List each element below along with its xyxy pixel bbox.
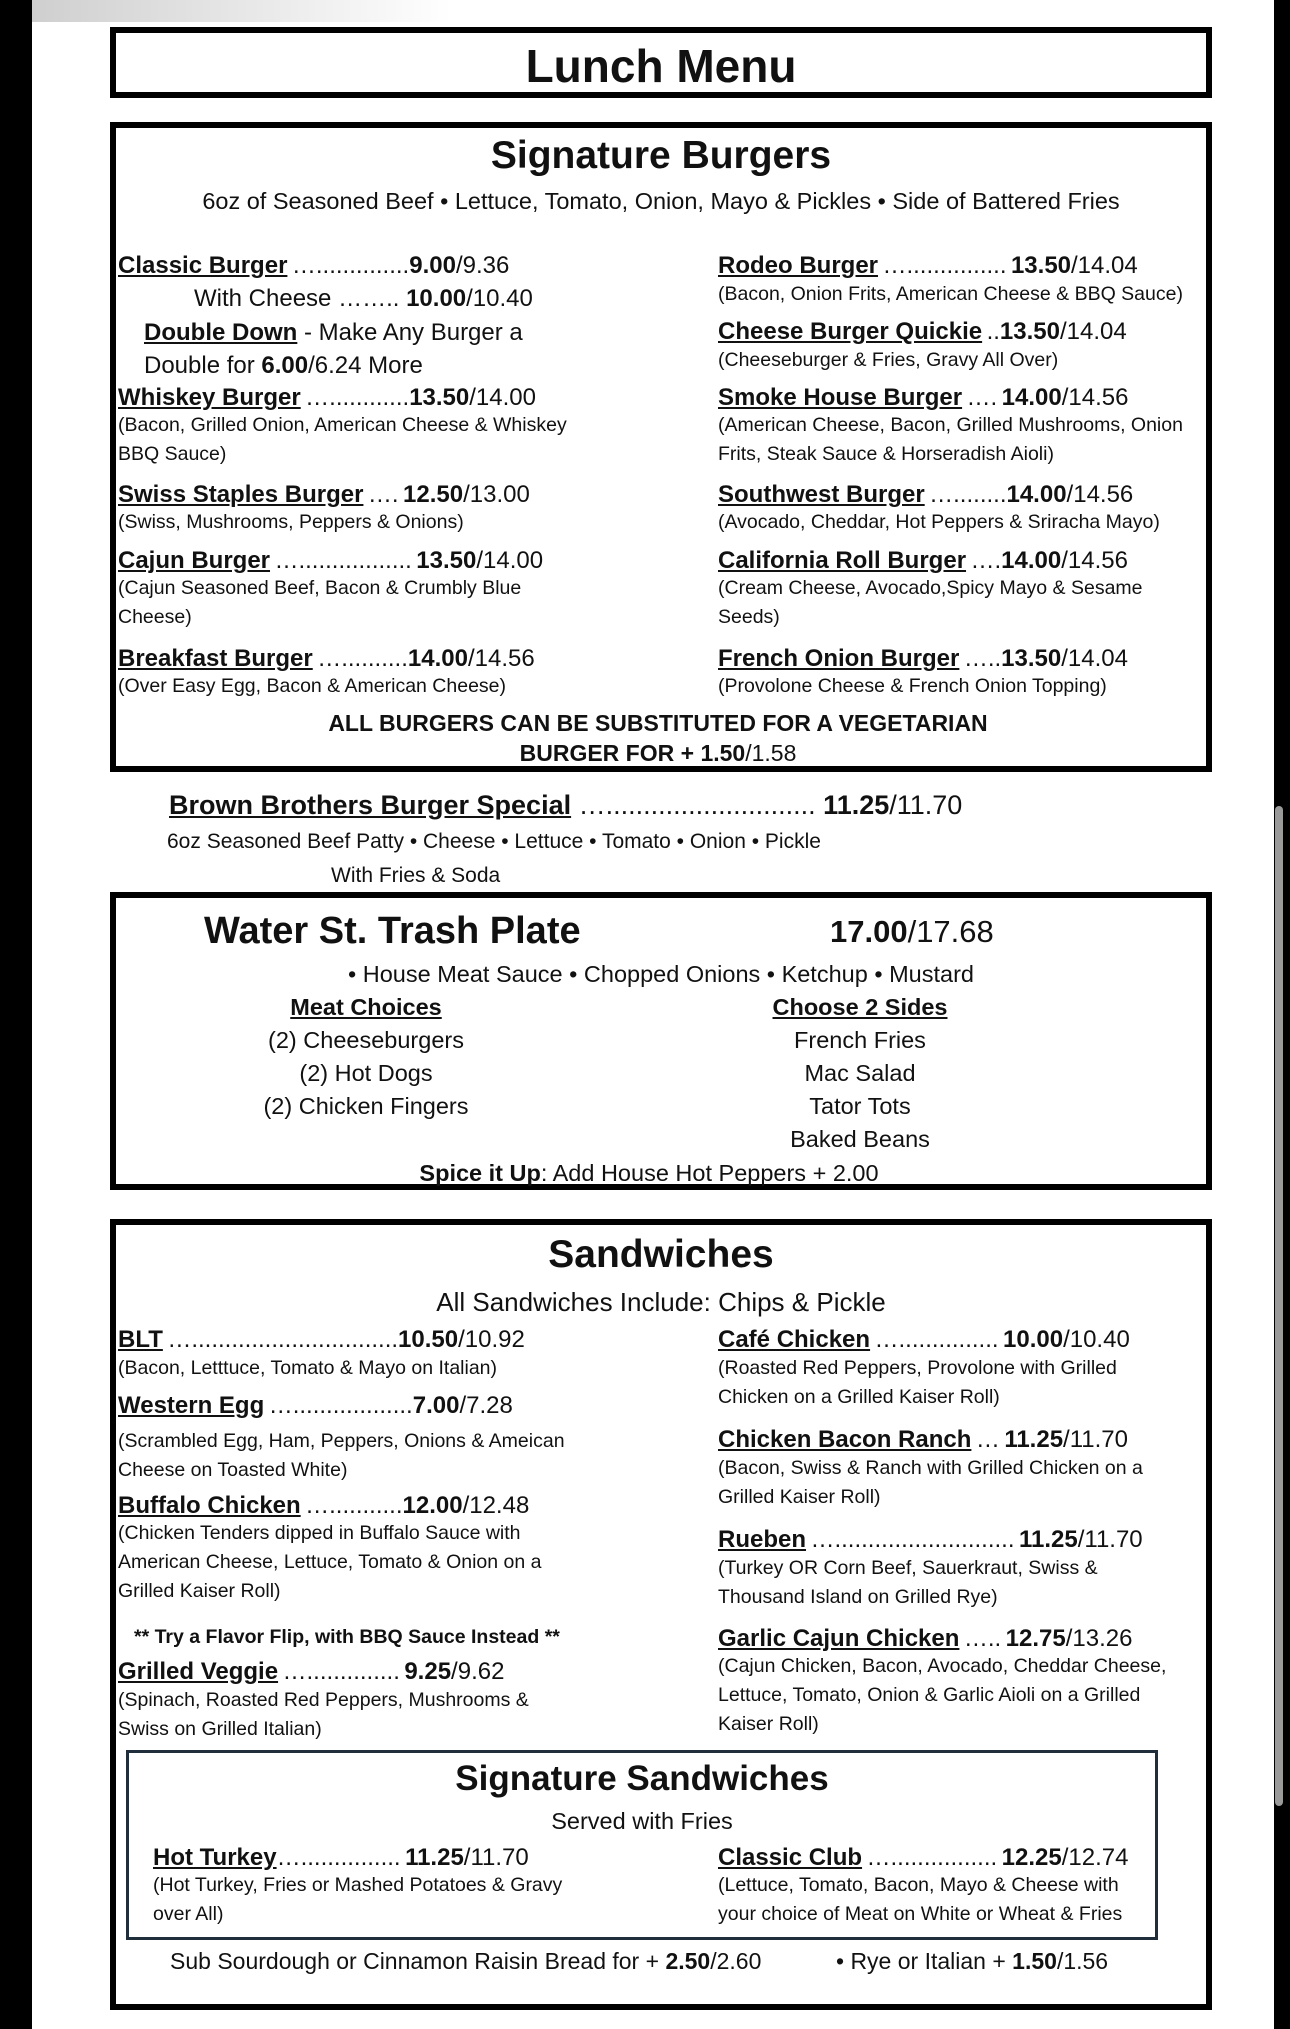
item-price-alt: /11.70 — [1077, 1526, 1143, 1553]
item-price: 11.25 — [1018, 1526, 1078, 1553]
sub-bread-text: Sub Sourdough or Cinnamon Raisin Bread for + — [170, 1948, 666, 1974]
item-description: (Roasted Red Peppers, Provolone with Grilled Chicken on a Grilled Kaiser Roll) — [718, 1357, 1117, 1408]
menu-item-california-roll-burger — [718, 549, 1128, 573]
item-price-alt: /10.92 — [458, 1326, 525, 1353]
trash-plate-price — [830, 916, 994, 947]
leader-dots: …............ — [305, 384, 410, 411]
item-name: Hot Turkey — [153, 1844, 277, 1871]
item-name: Classic Club — [718, 1844, 863, 1871]
item-price-alt: /14.00 — [469, 384, 536, 411]
item-name: Rueben — [718, 1526, 807, 1553]
item-price-alt: /13.00 — [463, 481, 530, 508]
item-description: (Swiss, Mushrooms, Peppers & Onions) — [118, 511, 464, 533]
sides-column — [750, 996, 970, 1161]
item-price: 10.50 — [398, 1326, 459, 1353]
double-down-post: More — [361, 352, 423, 379]
item-description: (Bacon, Swiss & Ranch with Grilled Chicken on a Grilled Kaiser Roll) — [718, 1457, 1143, 1508]
item-price-alt: /14.56 — [1061, 384, 1129, 411]
item-price-alt: /6.24 — [308, 352, 362, 379]
item-name: With Cheese — [194, 285, 332, 312]
item-price-alt: /11.70 — [463, 1844, 529, 1871]
scrollbar[interactable] — [1275, 806, 1283, 1806]
item-price: 7.00 — [412, 1392, 460, 1419]
item-price: 13.50 — [1001, 645, 1062, 672]
double-down-text: - Make Any Burger a — [297, 319, 523, 346]
menu-item-cheese-burger-quickie — [718, 320, 1127, 344]
menu-item-buffalo-chicken — [118, 1494, 529, 1518]
vegetarian-note-line2 — [113, 742, 1203, 765]
leader-dots: …........... — [305, 1492, 403, 1519]
menu-item-rodeo-burger — [718, 254, 1138, 278]
item-price: 9.25 — [404, 1658, 452, 1685]
spice-text: : Add House Hot Peppers + 2.00 — [540, 1160, 879, 1186]
item-description: (Avocado, Cheddar, Hot Peppers & Sriracha Mayo) — [718, 511, 1160, 533]
item-price-alt: /12.48 — [462, 1492, 530, 1519]
item-name: Café Chicken — [718, 1326, 871, 1353]
item-name: Grilled Veggie — [118, 1658, 279, 1685]
leader-dots: ….................. — [268, 1392, 413, 1419]
item-name: Cheese Burger Quickie — [718, 318, 983, 345]
item-description: (Provolone Cheese & French Onion Topping) — [718, 675, 1107, 697]
item-price: 6.00 — [261, 352, 309, 379]
item-name: Brown Brothers Burger Special — [169, 790, 572, 820]
item-description: (Bacon, Grilled Onion, American Cheese & Whiskey BBQ Sauce) — [118, 414, 567, 465]
menu-item-swiss-staples-burger — [118, 483, 530, 507]
item-name: French Onion Burger — [718, 645, 960, 672]
item-description: (Cajun Chicken, Bacon, Avocado, Cheddar Cheese, Lettuce, Tomato, Onion & Garlic Aioli on a Grilled Kaiser Roll) — [718, 1655, 1167, 1735]
flavor-flip-note: ** Try a Flavor Flip, with BBQ Sauce Instead ** — [134, 1626, 560, 1648]
item-price: 13.50 — [1010, 252, 1072, 279]
item-price: 12.00 — [402, 1492, 463, 1519]
leader-dots: .. — [986, 318, 1000, 345]
vegetarian-note-text: BURGER FOR + — [519, 740, 701, 766]
sub-bread-price: 2.50 — [665, 1948, 711, 1974]
item-price: 12.75 — [1005, 1625, 1066, 1652]
bread-substitution-note — [170, 1950, 761, 1973]
menu-item-southwest-burger — [718, 483, 1133, 507]
leader-dots: …….. — [338, 285, 400, 312]
item-price-alt: /9.62 — [451, 1658, 505, 1685]
item-price: 14.00 — [407, 645, 468, 672]
item-description: (Bacon, Letttuce, Tomato & Mayo on Italian) — [118, 1357, 498, 1379]
vegetarian-price: 1.50 — [700, 740, 746, 766]
item-price-alt: /14.04 — [1059, 318, 1127, 345]
side-choice: Mac Salad — [804, 1060, 916, 1086]
item-description: (Over Easy Egg, Bacon & American Cheese) — [118, 675, 507, 697]
meat-choice: (2) Cheeseburgers — [268, 1027, 464, 1053]
rye-text: • Rye or Italian + — [836, 1948, 1013, 1974]
item-description: (Turkey OR Corn Beef, Sauerkraut, Swiss & Thousand Island on Grilled Rye) — [718, 1557, 1098, 1608]
leader-dots: …............... — [882, 252, 1007, 279]
meat-choice: (2) Hot Dogs — [299, 1060, 433, 1086]
item-name: Cajun Burger — [118, 547, 271, 574]
menu-item-breakfast-burger — [118, 647, 535, 671]
signature-burgers-heading: Signature Burgers — [490, 134, 832, 177]
leader-dots: …. — [367, 481, 399, 508]
item-price-alt: /9.36 — [455, 252, 510, 279]
vegetarian-price-alt: /1.58 — [745, 740, 797, 766]
leader-dots: …........................... — [810, 1526, 1015, 1553]
menu-item-french-onion-burger — [718, 647, 1128, 671]
item-name: Whiskey Burger — [118, 384, 301, 411]
leader-dots: …............... — [276, 1844, 401, 1871]
item-name: Swiss Staples Burger — [118, 481, 364, 508]
trash-plate-box — [110, 892, 1212, 1190]
side-choice: Tator Tots — [809, 1093, 911, 1119]
double-down-pre: Double for — [144, 352, 262, 379]
item-name: Rodeo Burger — [718, 252, 879, 279]
leader-dots: … — [975, 1426, 1000, 1453]
item-price: 10.00 — [406, 285, 467, 312]
item-price: 14.00 — [1001, 547, 1062, 574]
menu-item-garlic-cajun-chicken — [718, 1627, 1132, 1651]
item-description: (Bacon, Onion Frits, American Cheese & BBQ Sauce) — [718, 283, 1183, 305]
leader-dots: ….. — [963, 645, 1002, 672]
brown-brothers-special — [169, 792, 962, 819]
item-description: (Chicken Tenders dipped in Buffalo Sauce with American Cheese, Lettuce, Tomato & Onion on a Grilled Kaiser Roll) — [118, 1522, 542, 1602]
menu-item-classic-burger — [118, 254, 509, 278]
item-price-alt: /12.74 — [1061, 1844, 1129, 1871]
item-price: 14.00 — [1006, 481, 1067, 508]
double-down-line2 — [144, 354, 423, 378]
item-price: 12.50 — [403, 481, 464, 508]
menu-page — [32, 0, 1274, 2029]
page-title: Lunch Menu — [525, 40, 797, 92]
item-description: (American Cheese, Bacon, Grilled Mushrooms, Onion Frits, Steak Sauce & Horseradish Aioli) — [718, 414, 1183, 465]
item-price: 10.00 — [1003, 1326, 1064, 1353]
leader-dots: …................. — [274, 547, 412, 574]
leader-dots: ….......... — [317, 645, 408, 672]
trash-plate-title: Water St. Trash Plate — [204, 910, 581, 952]
item-price-alt: /14.56 — [467, 645, 535, 672]
trash-plate-toppings: • House Meat Sauce • Chopped Onions • Ketchup • Mustard — [348, 961, 974, 987]
item-price-alt: /10.40 — [1063, 1326, 1130, 1353]
item-price-alt: /11.70 — [1063, 1426, 1128, 1453]
menu-item-with-cheese — [194, 287, 533, 311]
item-name: Buffalo Chicken — [118, 1492, 301, 1519]
menu-item-western-egg — [118, 1394, 513, 1418]
item-price: 11.25 — [823, 790, 890, 820]
menu-item-smoke-house-burger — [718, 386, 1128, 410]
item-price: 13.50 — [416, 547, 477, 574]
signature-burgers-box — [110, 122, 1212, 772]
item-description: (Cheeseburger & Fries, Gravy All Over) — [718, 349, 1059, 371]
leader-dots: …............................ — [578, 790, 816, 820]
leader-dots: …. — [966, 384, 998, 411]
item-price-alt: /17.68 — [907, 914, 994, 949]
item-name: Double Down — [144, 319, 298, 346]
item-price-alt: /14.04 — [1061, 645, 1128, 672]
item-description: (Cream Cheese, Avocado,Spicy Mayo & Sesame Seeds) — [718, 577, 1143, 628]
item-name: Southwest Burger — [718, 481, 925, 508]
item-price-alt: /14.00 — [476, 547, 544, 574]
item-name: Breakfast Burger — [118, 645, 313, 672]
leader-dots: ….............. — [291, 252, 410, 279]
item-price: 12.25 — [1001, 1844, 1062, 1871]
menu-item-grilled-veggie — [118, 1660, 504, 1684]
item-price: 11.25 — [1004, 1426, 1064, 1453]
meat-choices-heading: Meat Choices — [290, 994, 442, 1020]
signature-sandwiches-heading: Signature Sandwiches — [455, 1759, 829, 1798]
vegetarian-note-line1: ALL BURGERS CAN BE SUBSTITUTED FOR A VEGETARIAN — [328, 710, 988, 736]
menu-item-double-down — [144, 321, 523, 345]
item-description: (Spinach, Roasted Red Peppers, Mushrooms & Swiss on Grilled Italian) — [118, 1689, 529, 1740]
side-choice: French Fries — [794, 1027, 926, 1053]
item-price-alt: /14.04 — [1071, 252, 1138, 279]
item-price: 13.50 — [409, 384, 470, 411]
menu-item-whiskey-burger — [118, 386, 536, 410]
menu-item-cajun-burger — [118, 549, 543, 573]
item-price-alt: /11.70 — [889, 790, 963, 820]
item-price-alt: /14.56 — [1066, 481, 1134, 508]
side-choice: Baked Beans — [790, 1126, 930, 1152]
leader-dots: ….............. — [282, 1658, 400, 1685]
title-box — [110, 27, 1212, 98]
signature-burgers-subtitle: 6oz of Seasoned Beef • Lettuce, Tomato, Onion, Mayo & Pickles • Side of Battered Fries — [202, 188, 1120, 214]
item-price-alt: /14.56 — [1061, 547, 1128, 574]
item-name: Classic Burger — [118, 252, 288, 279]
item-name: Western Egg — [118, 1392, 265, 1419]
item-price: 17.00 — [830, 914, 908, 949]
menu-item-hot-turkey — [153, 1846, 529, 1870]
leader-dots: …. — [970, 547, 1002, 574]
top-shade — [32, 0, 452, 22]
item-name: Smoke House Burger — [718, 384, 963, 411]
leader-dots: …................ — [866, 1844, 998, 1871]
leader-dots: ….. — [963, 1625, 1002, 1652]
meat-choices-column — [256, 996, 476, 1128]
rye-price-alt: /1.56 — [1056, 1948, 1109, 1974]
leader-dots: …............................... — [167, 1326, 399, 1353]
menu-item-classic-club — [718, 1846, 1128, 1870]
brown-brothers-desc-line2: With Fries & Soda — [331, 864, 501, 887]
brown-brothers-desc-line1: 6oz Seasoned Beef Patty • Cheese • Lettuce • Tomato • Onion • Pickle — [167, 830, 821, 853]
item-name: Chicken Bacon Ranch — [718, 1426, 972, 1453]
item-price: 11.25 — [405, 1844, 464, 1871]
menu-item-rueben — [718, 1528, 1143, 1552]
item-price: 9.00 — [409, 252, 456, 279]
menu-item-chicken-bacon-ranch — [718, 1428, 1128, 1452]
rye-italian-note — [836, 1950, 1108, 1973]
item-name: Garlic Cajun Chicken — [718, 1625, 960, 1652]
signature-sandwiches-subtitle: Served with Fries — [551, 1808, 733, 1834]
leader-dots: …............... — [874, 1326, 999, 1353]
item-price-alt: /13.26 — [1065, 1625, 1133, 1652]
sub-bread-price-alt: /2.60 — [710, 1948, 762, 1974]
item-description: (Cajun Seasoned Beef, Bacon & Crumbly Blue Cheese) — [118, 577, 522, 628]
sides-heading: Choose 2 Sides — [772, 994, 948, 1020]
menu-item-cafe-chicken — [718, 1328, 1130, 1352]
sandwiches-subtitle: All Sandwiches Include: Chips & Pickle — [436, 1287, 886, 1317]
signature-sandwiches-box — [126, 1750, 1158, 1940]
sandwiches-heading: Sandwiches — [548, 1233, 774, 1276]
sandwiches-box — [110, 1219, 1212, 2010]
spice-it-up — [104, 1162, 1194, 1186]
menu-item-blt — [118, 1328, 525, 1352]
item-description: (Scrambled Egg, Ham, Peppers, Onions & Ameican Cheese on Toasted White) — [118, 1430, 565, 1481]
item-price-alt: /7.28 — [459, 1392, 513, 1419]
spice-label: Spice it Up — [419, 1160, 541, 1186]
item-name: BLT — [118, 1326, 163, 1353]
item-price: 14.00 — [1001, 384, 1062, 411]
item-description: (Hot Turkey, Fries or Mashed Potatoes & Gravy over All) — [153, 1874, 563, 1925]
rye-price: 1.50 — [1012, 1948, 1057, 1974]
item-description: (Lettuce, Tomato, Bacon, Mayo & Cheese with your choice of Meat on White or Wheat & Fries — [718, 1874, 1123, 1925]
leader-dots: …........ — [929, 481, 1007, 508]
item-price-alt: /10.40 — [466, 285, 533, 312]
item-name: California Roll Burger — [718, 547, 967, 574]
item-price: 13.50 — [999, 318, 1060, 345]
meat-choice: (2) Chicken Fingers — [263, 1093, 469, 1119]
